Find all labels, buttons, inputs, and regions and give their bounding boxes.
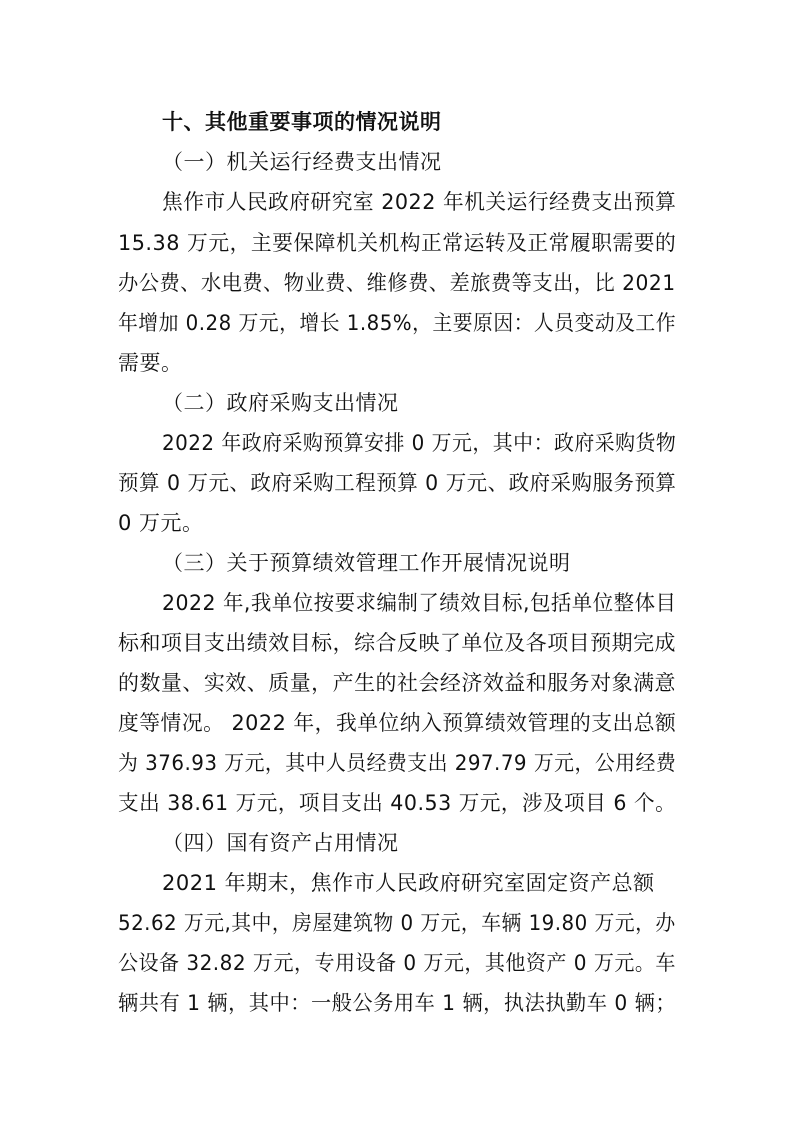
paragraph-line: 辆共有 1 辆，其中：一般公务用车 1 辆，执法执勤车 0 辆； bbox=[118, 991, 677, 1015]
paragraph-line: 为 376.93 万元，其中人员经费支出 297.79 万元，公用经费 bbox=[118, 751, 677, 775]
paragraph-line: 52.62 万元,其中，房屋建筑物 0 万元，车辆 19.80 万元，办 bbox=[118, 911, 676, 935]
paragraph-line: 预算 0 万元、政府采购工程预算 0 万元、政府采购服务预算 bbox=[118, 471, 677, 495]
paragraph-line: 2022 年,我单位按要求编制了绩效目标,包括单位整体目 bbox=[162, 591, 677, 615]
paragraph-line: 2022 年政府采购预算安排 0 万元，其中：政府采购货物 bbox=[162, 431, 677, 455]
paragraph-line: 0 万元。 bbox=[118, 511, 204, 535]
subsection-heading-2: （二）政府采购支出情况 bbox=[162, 391, 399, 415]
paragraph-line: 标和项目支出绩效目标，综合反映了单位及各项目预期完成 bbox=[118, 631, 676, 655]
paragraph-line: 办公费、水电费、物业费、维修费、差旅费等支出，比 2021 bbox=[118, 271, 676, 295]
paragraph-line: 2021 年期末，焦作市人民政府研究室固定资产总额 bbox=[162, 871, 655, 895]
section-title: 十、其他重要事项的情况说明 bbox=[162, 110, 442, 134]
subsection-heading-1: （一）机关运行经费支出情况 bbox=[162, 150, 442, 174]
subsection-heading-4: （四）国有资产占用情况 bbox=[162, 831, 399, 855]
paragraph-line: 支出 38.61 万元，项目支出 40.53 万元，涉及项目 6 个。 bbox=[118, 791, 677, 815]
paragraph-line: 15.38 万元，主要保障机关机构正常运转及正常履职需要的 bbox=[118, 231, 677, 255]
paragraph-line: 年增加 0.28 万元，增长 1.85%，主要原因：人员变动及工作 bbox=[118, 311, 677, 335]
paragraph-line: 公设备 32.82 万元，专用设备 0 万元，其他资产 0 万元。车 bbox=[118, 951, 676, 975]
subsection-heading-3: （三）关于预算绩效管理工作开展情况说明 bbox=[162, 551, 571, 575]
paragraph-line: 的数量、实效、质量，产生的社会经济效益和服务对象满意 bbox=[118, 671, 676, 695]
paragraph-line: 焦作市人民政府研究室 2022 年机关运行经费支出预算 bbox=[162, 190, 677, 214]
paragraph-line: 度等情况。 2022 年，我单位纳入预算绩效管理的支出总额 bbox=[118, 711, 677, 735]
paragraph-line: 需要。 bbox=[118, 351, 183, 375]
